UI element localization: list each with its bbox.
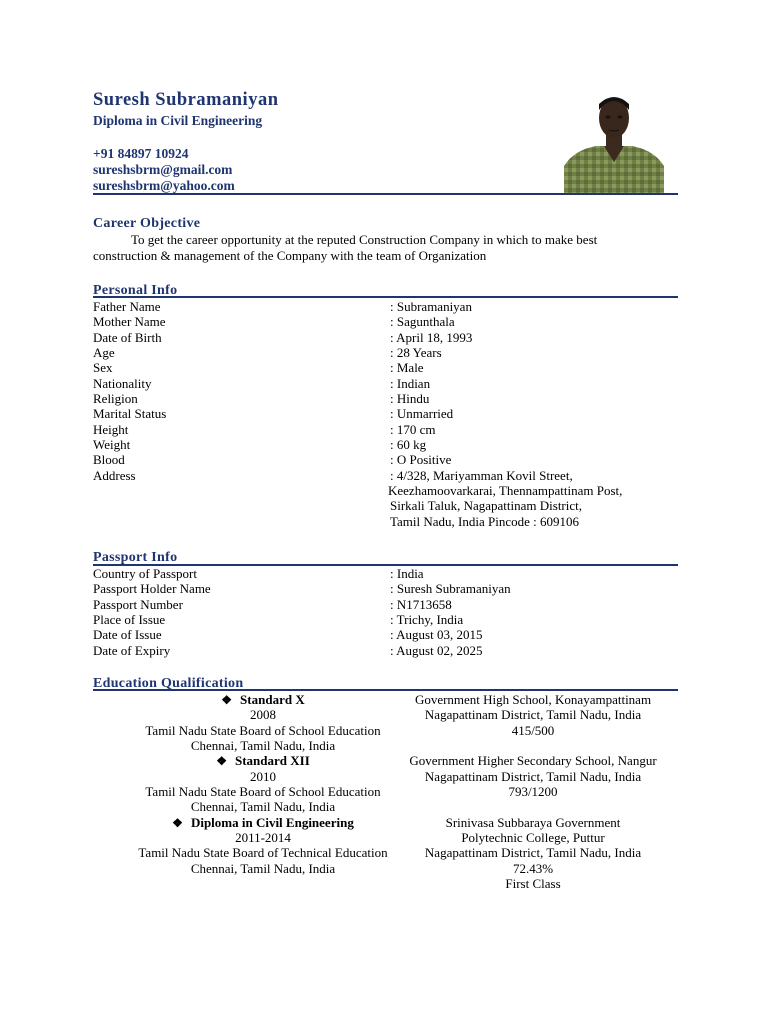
info-label: Age bbox=[93, 345, 115, 361]
email-secondary: sureshsbrm@yahoo.com bbox=[93, 178, 235, 193]
address-line: : 4/328, Mariyamman Kovil Street, bbox=[390, 467, 573, 483]
info-value: : Indian bbox=[390, 375, 431, 391]
candidate-degree: Diploma in Civil Engineering bbox=[93, 113, 263, 128]
qualification-name: Diploma in Civil Engineering bbox=[190, 814, 354, 830]
personal-info-table bbox=[93, 299, 693, 529]
qualification-years: 2008 bbox=[250, 707, 276, 723]
address-value bbox=[390, 468, 622, 529]
diamond-bullet-icon: ❖ bbox=[172, 815, 183, 830]
info-row bbox=[93, 406, 693, 421]
info-label: Father Name bbox=[93, 299, 161, 314]
qualification-board: Tamil Nadu State Board of School Education bbox=[145, 784, 381, 800]
diamond-bullet-icon: ❖ bbox=[221, 693, 233, 707]
passport-value: : August 03, 2015 bbox=[390, 627, 483, 643]
info-value: : 28 Years bbox=[390, 345, 442, 361]
institution-line: Nagapattinam District, Tamil Nadu, India bbox=[424, 845, 642, 861]
info-row bbox=[93, 330, 693, 345]
info-value: : April 18, 1993 bbox=[390, 329, 473, 345]
address-line: Sirkali Taluk, Nagapattinam District, bbox=[390, 498, 583, 514]
passport-row bbox=[93, 597, 693, 612]
passport-info-table bbox=[93, 566, 693, 658]
qualification-board-location: Chennai, Tamil Nadu, India bbox=[190, 799, 336, 815]
profile-photo-image bbox=[564, 88, 664, 193]
passport-value: : India bbox=[390, 566, 424, 581]
institution-line: 72.43% bbox=[512, 860, 554, 876]
address-line: Tamil Nadu, India Pincode : 609106 bbox=[390, 513, 580, 529]
institution-line: Government High School, Konayampattinam bbox=[414, 692, 652, 707]
passport-row bbox=[93, 566, 693, 581]
info-row bbox=[93, 437, 693, 452]
education-entry-left bbox=[93, 692, 433, 753]
qualification-board: Tamil Nadu State Board of Technical Education bbox=[138, 845, 388, 861]
info-label: Sex bbox=[93, 360, 113, 376]
qualification-name: Standard XII bbox=[234, 753, 310, 769]
passport-label: Passport Number bbox=[93, 596, 183, 612]
info-row bbox=[93, 345, 693, 360]
passport-row bbox=[93, 581, 693, 596]
info-value: : Sagunthala bbox=[390, 314, 455, 330]
address-line: Keezhamoovarkarai, Thennampattinam Post, bbox=[388, 483, 623, 499]
info-label: Weight bbox=[93, 437, 131, 453]
passport-value: : Suresh Subramaniyan bbox=[390, 581, 511, 597]
institution-line: First Class bbox=[505, 876, 561, 892]
institution-line: 415/500 bbox=[511, 722, 555, 738]
passport-value: : August 02, 2025 bbox=[390, 642, 483, 658]
institution-line: Nagapattinam District, Tamil Nadu, India bbox=[424, 768, 642, 784]
career-objective-heading: Career Objective bbox=[93, 216, 201, 231]
education-entry bbox=[93, 753, 673, 814]
education-divider bbox=[93, 689, 678, 691]
passport-info-heading: Passport Info bbox=[93, 550, 178, 565]
education-entry-right bbox=[390, 815, 676, 892]
email-primary: sureshsbrm@gmail.com bbox=[93, 162, 233, 177]
passport-label: Date of Issue bbox=[93, 627, 162, 643]
resume-header bbox=[93, 88, 279, 194]
info-label: Religion bbox=[93, 391, 138, 407]
qualification-title bbox=[93, 692, 433, 707]
info-label: Nationality bbox=[93, 375, 152, 391]
info-label: Blood bbox=[93, 452, 125, 468]
info-row bbox=[93, 422, 693, 437]
info-label: Marital Status bbox=[93, 406, 167, 422]
address-label: Address bbox=[93, 467, 136, 483]
passport-value: : Trichy, India bbox=[390, 612, 464, 628]
passport-label: Place of Issue bbox=[93, 612, 166, 628]
candidate-name: Suresh Subramaniyan bbox=[93, 90, 279, 110]
career-objective-body: To get the career opportunity at the reputed Construction Company in which to make best construction & management of the Company with the team of Organization bbox=[93, 232, 598, 263]
qualification-board-location: Chennai, Tamil Nadu, India bbox=[190, 860, 336, 876]
address-row bbox=[93, 468, 693, 529]
qualification-years: 2010 bbox=[250, 768, 276, 784]
info-row bbox=[93, 299, 693, 314]
phone-number: +91 84897 10924 bbox=[93, 146, 189, 161]
info-value: : Hindu bbox=[390, 391, 430, 407]
personal-info-divider bbox=[93, 296, 678, 298]
education-entry-right bbox=[390, 753, 676, 799]
qualification-title bbox=[93, 753, 433, 768]
education-entry-left bbox=[93, 753, 433, 814]
education-entry-left bbox=[93, 815, 433, 876]
info-row bbox=[93, 314, 693, 329]
qualification-name: Standard X bbox=[240, 692, 305, 707]
education-entry bbox=[93, 692, 673, 753]
passport-value: : N1713658 bbox=[390, 596, 452, 612]
institution-line: 793/1200 bbox=[508, 784, 558, 800]
info-label: Mother Name bbox=[93, 314, 166, 330]
info-row bbox=[93, 391, 693, 406]
personal-info-heading: Personal Info bbox=[93, 283, 178, 298]
passport-row bbox=[93, 612, 693, 627]
education-entry-right bbox=[390, 692, 676, 738]
info-value: : Unmarried bbox=[390, 406, 454, 422]
info-value: : O Positive bbox=[390, 452, 452, 468]
header-divider bbox=[93, 193, 678, 195]
info-value: : 170 cm bbox=[390, 421, 436, 437]
passport-row bbox=[93, 643, 693, 658]
info-row bbox=[93, 360, 693, 375]
passport-row bbox=[93, 627, 693, 642]
info-row bbox=[93, 376, 693, 391]
info-label: Height bbox=[93, 421, 129, 437]
education-heading: Education Qualification bbox=[93, 676, 244, 691]
qualification-title bbox=[93, 815, 433, 830]
info-value: : 60 kg bbox=[390, 437, 427, 453]
career-objective-text bbox=[93, 232, 653, 263]
profile-photo bbox=[564, 88, 664, 193]
info-value: : Male bbox=[390, 360, 424, 376]
education-entry bbox=[93, 815, 673, 892]
info-value: : Subramaniyan bbox=[390, 299, 472, 314]
education-table bbox=[93, 692, 673, 892]
passport-label: Date of Expiry bbox=[93, 642, 171, 658]
institution-line: Government Higher Secondary School, Nangur bbox=[409, 753, 657, 769]
qualification-board: Tamil Nadu State Board of School Education bbox=[145, 722, 381, 738]
passport-label: Country of Passport bbox=[93, 566, 197, 581]
qualification-board-location: Chennai, Tamil Nadu, India bbox=[190, 738, 336, 754]
passport-label: Passport Holder Name bbox=[93, 581, 211, 597]
institution-line: Nagapattinam District, Tamil Nadu, India bbox=[424, 707, 642, 723]
institution-line: Polytechnic College, Puttur bbox=[461, 830, 605, 846]
info-label: Date of Birth bbox=[93, 329, 162, 345]
qualification-years: 2011-2014 bbox=[235, 830, 291, 846]
info-row bbox=[93, 452, 693, 467]
institution-line: Srinivasa Subbaraya Government bbox=[445, 814, 621, 830]
diamond-bullet-icon: ❖ bbox=[216, 754, 227, 769]
